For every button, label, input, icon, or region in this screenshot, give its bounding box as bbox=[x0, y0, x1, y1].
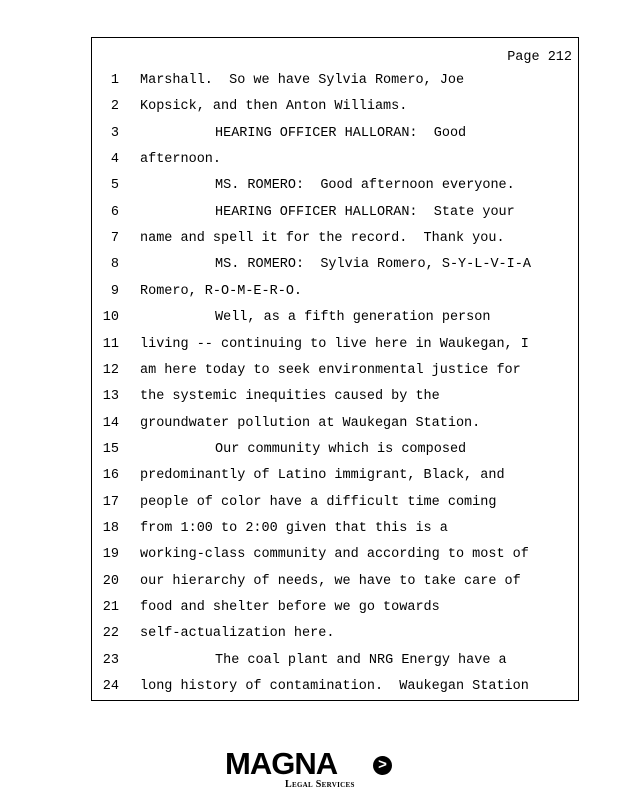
line-number: 8 bbox=[110, 257, 119, 273]
transcript-line bbox=[92, 177, 578, 195]
line-text: food and shelter before we go towards bbox=[140, 600, 440, 615]
line-text: living -- continuing to live here in Waukegan, I bbox=[140, 336, 529, 352]
line-number: 6 bbox=[110, 204, 119, 220]
line-number: 11 bbox=[102, 336, 119, 352]
line-text: HEARING OFFICER HALLORAN: State your bbox=[215, 204, 515, 220]
line-text: groundwater pollution at Waukegan Station. bbox=[140, 415, 481, 431]
line-text: long history of contamination. Waukegan Station bbox=[140, 679, 529, 695]
transcript-line bbox=[92, 599, 578, 617]
transcript-line bbox=[92, 362, 578, 380]
transcript-line bbox=[92, 678, 578, 696]
line-number: 5 bbox=[110, 178, 119, 194]
line-text: The coal plant and NRG Energy have a bbox=[215, 652, 507, 668]
transcript-page bbox=[91, 37, 579, 701]
transcript-line bbox=[92, 546, 578, 564]
transcript-line bbox=[92, 520, 578, 538]
line-number: 17 bbox=[102, 494, 119, 510]
transcript-line bbox=[92, 283, 578, 301]
line-text: am here today to seek environmental justice for bbox=[140, 362, 521, 378]
line-number: 16 bbox=[102, 468, 119, 484]
arrow-circle-icon: > bbox=[373, 756, 392, 775]
line-number: 15 bbox=[102, 441, 119, 457]
line-number: 1 bbox=[110, 73, 119, 88]
transcript-line bbox=[92, 336, 578, 354]
line-number: 14 bbox=[102, 415, 119, 431]
line-text: MS. ROMERO: Good afternoon everyone. bbox=[215, 178, 515, 194]
transcript-line bbox=[92, 652, 578, 670]
line-number: 7 bbox=[110, 231, 119, 247]
line-number: 9 bbox=[110, 283, 119, 299]
transcript-line bbox=[92, 467, 578, 485]
line-text: MS. ROMERO: Sylvia Romero, S-Y-L-V-I-A bbox=[215, 257, 531, 273]
line-number: 13 bbox=[102, 389, 119, 405]
line-text: Marshall. So we have Sylvia Romero, Joe bbox=[140, 73, 465, 88]
line-text: predominantly of Latino immigrant, Black, and bbox=[140, 468, 505, 484]
transcript-line bbox=[92, 415, 578, 433]
transcript-line bbox=[92, 256, 578, 274]
line-number: 21 bbox=[102, 600, 119, 615]
line-text: name and spell it for the record. Thank you. bbox=[140, 231, 505, 247]
transcript-line bbox=[92, 98, 578, 116]
line-text: the systemic inequities caused by the bbox=[140, 389, 440, 405]
line-text: Kopsick, and then Anton Williams. bbox=[140, 99, 408, 115]
line-text: afternoon. bbox=[140, 152, 222, 168]
transcript-line bbox=[92, 72, 578, 90]
magna-logo bbox=[225, 748, 395, 792]
line-number: 24 bbox=[102, 679, 119, 695]
line-text: self-actualization here. bbox=[140, 626, 335, 642]
line-text: Well, as a fifth generation person bbox=[215, 310, 491, 326]
line-text: our hierarchy of needs, we have to take care of bbox=[140, 573, 521, 589]
line-text: Romero, R-O-M-E-R-O. bbox=[140, 283, 303, 299]
line-number: 10 bbox=[102, 310, 119, 326]
transcript-line bbox=[92, 151, 578, 169]
transcript-line bbox=[92, 204, 578, 222]
line-number: 2 bbox=[110, 99, 119, 115]
line-text: HEARING OFFICER HALLORAN: Good bbox=[215, 125, 467, 141]
transcript-line bbox=[92, 309, 578, 327]
line-number: 23 bbox=[102, 652, 119, 668]
line-text: from 1:00 to 2:00 given that this is a bbox=[140, 520, 448, 536]
logo-subtitle: Legal Services bbox=[285, 779, 355, 790]
line-number: 20 bbox=[102, 573, 119, 589]
transcript-line bbox=[92, 494, 578, 512]
logo-wordmark: MAGNA bbox=[225, 746, 338, 781]
line-number: 3 bbox=[110, 125, 119, 141]
transcript-line bbox=[92, 230, 578, 248]
line-text: Our community which is composed bbox=[215, 441, 467, 457]
line-number: 19 bbox=[102, 547, 119, 563]
page-number: Page 212 bbox=[507, 50, 572, 65]
line-number: 12 bbox=[102, 362, 119, 378]
line-number: 18 bbox=[102, 520, 119, 536]
line-number: 4 bbox=[110, 152, 119, 168]
line-number: 22 bbox=[102, 626, 119, 642]
line-text: working-class community and according to most of bbox=[140, 547, 529, 563]
transcript-line bbox=[92, 625, 578, 643]
line-text: people of color have a difficult time coming bbox=[140, 494, 497, 510]
transcript-line bbox=[92, 441, 578, 459]
transcript-line bbox=[92, 388, 578, 406]
transcript-line bbox=[92, 125, 578, 143]
transcript-line bbox=[92, 573, 578, 591]
